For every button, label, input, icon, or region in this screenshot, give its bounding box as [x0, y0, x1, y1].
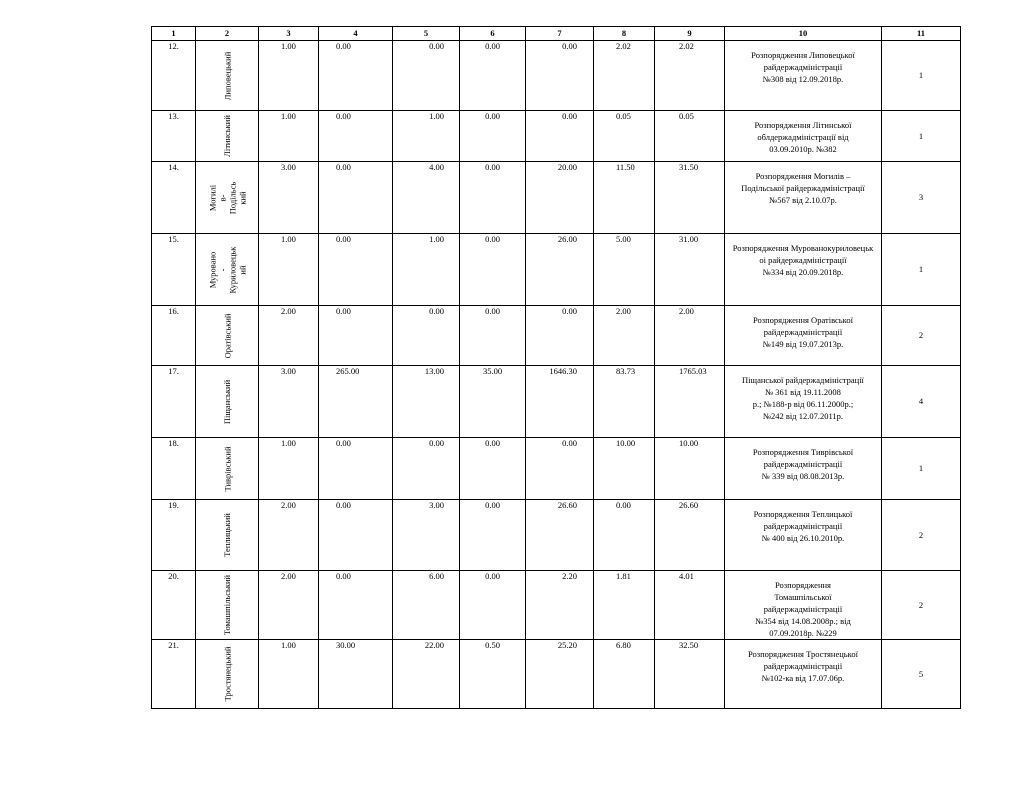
value-col-7: 25.20 [526, 640, 594, 709]
value-col-5: 3.00 [393, 500, 460, 571]
count-value: 3 [882, 162, 961, 234]
table-row [152, 366, 961, 438]
table-row [152, 162, 961, 234]
value-col-9: 26.60 [655, 500, 725, 571]
value-col-9: 31.50 [655, 162, 725, 234]
value-col-6: 0.00 [460, 306, 526, 366]
value-col-6: 0.50 [460, 640, 526, 709]
value-col-3: 2.00 [259, 306, 319, 366]
value-col-4: 0.00 [319, 571, 393, 640]
value-col-9: 1765.03 [655, 366, 725, 438]
district-cell [196, 366, 259, 438]
district-name: Літинський [221, 115, 232, 157]
district-cell [196, 500, 259, 571]
value-col-5: 1.00 [393, 234, 460, 306]
header-cell-4: 4 [319, 27, 393, 41]
row-number: 17. [152, 366, 196, 438]
value-col-4: 0.00 [319, 41, 393, 111]
value-col-4: 0.00 [319, 306, 393, 366]
document-reference: Розпорядження Томашпільської райдержадміністрації №354 від 14.08.2008р.; від 07.09.2018р. №229 [725, 571, 882, 640]
district-name: Тростянецький [222, 646, 232, 702]
count-value: 2 [882, 306, 961, 366]
value-col-5: 4.00 [393, 162, 460, 234]
value-col-8: 6.80 [594, 640, 655, 709]
value-col-5: 0.00 [393, 306, 460, 366]
header-cell-9: 9 [655, 27, 725, 41]
value-col-8: 2.02 [594, 41, 655, 111]
value-col-4: 265.00 [319, 366, 393, 438]
value-col-3: 1.00 [259, 640, 319, 709]
value-col-9: 0.05 [655, 111, 725, 162]
row-number: 15. [152, 234, 196, 306]
value-col-7: 2.20 [526, 571, 594, 640]
document-reference: Розпорядження Мурованокуриловецьк оі райдержадміністрації №334 від 20.09.2018р. [725, 234, 882, 306]
count-value: 2 [882, 500, 961, 571]
value-col-6: 0.00 [460, 500, 526, 571]
count-value: 5 [882, 640, 961, 709]
value-col-7: 1646.30 [526, 366, 594, 438]
district-name: Піщанський [222, 379, 232, 424]
value-col-4: 30.00 [319, 640, 393, 709]
document-reference: Розпорядження Тиврівської райдержадміністрації № 339 від 08.08.2013р. [725, 438, 882, 500]
value-col-8: 11.50 [594, 162, 655, 234]
document-reference: Розпорядження Оратівської райдержадміністрації №149 від 19.07.2013р. [725, 306, 882, 366]
row-number: 20. [152, 571, 196, 640]
row-number: 21. [152, 640, 196, 709]
value-col-5: 0.00 [393, 41, 460, 111]
header-cell-7: 7 [526, 27, 594, 41]
district-name: Могилі в- Подільсь кий [206, 181, 247, 214]
count-value: 1 [882, 438, 961, 500]
district-cell [196, 41, 259, 111]
value-col-3: 1.00 [259, 41, 319, 111]
data-table [151, 26, 961, 709]
value-col-4: 0.00 [319, 234, 393, 306]
table-row [152, 438, 961, 500]
document-reference: Розпорядження Липовецької райдержадміністрації №308 від 12.09.2018р. [725, 41, 882, 111]
table-row [152, 234, 961, 306]
table-row [152, 571, 961, 640]
value-col-7: 0.00 [526, 41, 594, 111]
district-cell [196, 438, 259, 500]
district-name: Липовецький [221, 51, 232, 100]
document-reference: Піщанської райдержадміністрації № 361 від 19.11.2008 р.; №188-р від 06.11.2000р.; №242 від 12.07.2011р. [725, 366, 882, 438]
value-col-3: 3.00 [259, 162, 319, 234]
header-cell-5: 5 [393, 27, 460, 41]
value-col-9: 4.01 [655, 571, 725, 640]
value-col-8: 5.00 [594, 234, 655, 306]
value-col-4: 0.00 [319, 500, 393, 571]
value-col-7: 26.60 [526, 500, 594, 571]
row-number: 19. [152, 500, 196, 571]
value-col-5: 13.00 [393, 366, 460, 438]
count-value: 1 [882, 234, 961, 306]
value-col-9: 2.00 [655, 306, 725, 366]
value-col-6: 0.00 [460, 41, 526, 111]
value-col-5: 6.00 [393, 571, 460, 640]
table-row [152, 640, 961, 709]
header-cell-3: 3 [259, 27, 319, 41]
header-cell-8: 8 [594, 27, 655, 41]
table-row [152, 500, 961, 571]
value-col-6: 0.00 [460, 571, 526, 640]
district-cell [196, 162, 259, 234]
district-cell [196, 306, 259, 366]
value-col-6: 0.00 [460, 438, 526, 500]
document-reference: Розпорядження Могилів – Подільської райдержадміністрації №567 від 2.10.07р. [725, 162, 882, 234]
row-number: 12. [152, 41, 196, 111]
value-col-6: 35.00 [460, 366, 526, 438]
value-col-3: 1.00 [259, 438, 319, 500]
document-reference: Розпорядження Теплицької райдержадміністрації № 400 від 26.10.2010р. [725, 500, 882, 571]
value-col-5: 1.00 [393, 111, 460, 162]
header-cell-10: 10 [725, 27, 882, 41]
district-name: Теплицький [221, 513, 232, 557]
value-col-3: 2.00 [259, 571, 319, 640]
header-cell-6: 6 [460, 27, 526, 41]
value-col-3: 3.00 [259, 366, 319, 438]
value-col-9: 32.50 [655, 640, 725, 709]
value-col-9: 10.00 [655, 438, 725, 500]
district-cell [196, 234, 259, 306]
table-row [152, 41, 961, 111]
row-number: 16. [152, 306, 196, 366]
value-col-3: 1.00 [259, 234, 319, 306]
table-row [152, 306, 961, 366]
row-number: 13. [152, 111, 196, 162]
header-row [152, 27, 961, 41]
value-col-9: 31.00 [655, 234, 725, 306]
row-number: 18. [152, 438, 196, 500]
value-col-5: 22.00 [393, 640, 460, 709]
value-col-7: 26.00 [526, 234, 594, 306]
count-value: 1 [882, 41, 961, 111]
value-col-8: 0.05 [594, 111, 655, 162]
value-col-7: 0.00 [526, 306, 594, 366]
value-col-8: 2.00 [594, 306, 655, 366]
count-value: 2 [882, 571, 961, 640]
district-name: Томашпільський [222, 574, 232, 636]
count-value: 1 [882, 111, 961, 162]
district-cell [196, 111, 259, 162]
document-reference: Розпорядження Літинської облдержадміністрації від 03.09.2010р. №382 [725, 111, 882, 162]
value-col-8: 10.00 [594, 438, 655, 500]
header-cell-1: 1 [152, 27, 196, 41]
value-col-4: 0.00 [319, 438, 393, 500]
district-cell [196, 640, 259, 709]
value-col-3: 1.00 [259, 111, 319, 162]
value-col-8: 83.73 [594, 366, 655, 438]
value-col-6: 0.00 [460, 162, 526, 234]
value-col-7: 0.00 [526, 111, 594, 162]
value-col-4: 0.00 [319, 162, 393, 234]
district-name: Муровано - Куриловецьк ий [207, 246, 247, 293]
value-col-9: 2.02 [655, 41, 725, 111]
district-name: Тиврівський [222, 446, 232, 491]
value-col-3: 2.00 [259, 500, 319, 571]
value-col-7: 0.00 [526, 438, 594, 500]
row-number: 14. [152, 162, 196, 234]
count-value: 4 [882, 366, 961, 438]
header-cell-2: 2 [196, 27, 259, 41]
value-col-6: 0.00 [460, 111, 526, 162]
document-reference: Розпорядження Тростянецької райдержадміністрації №102-ка від 17.07.06р. [725, 640, 882, 709]
district-cell [196, 571, 259, 640]
value-col-7: 20.00 [526, 162, 594, 234]
district-name: Оратівський [221, 313, 232, 358]
header-cell-11: 11 [882, 27, 961, 41]
value-col-8: 1.81 [594, 571, 655, 640]
value-col-6: 0.00 [460, 234, 526, 306]
value-col-4: 0.00 [319, 111, 393, 162]
value-col-5: 0.00 [393, 438, 460, 500]
value-col-8: 0.00 [594, 500, 655, 571]
table-row [152, 111, 961, 162]
